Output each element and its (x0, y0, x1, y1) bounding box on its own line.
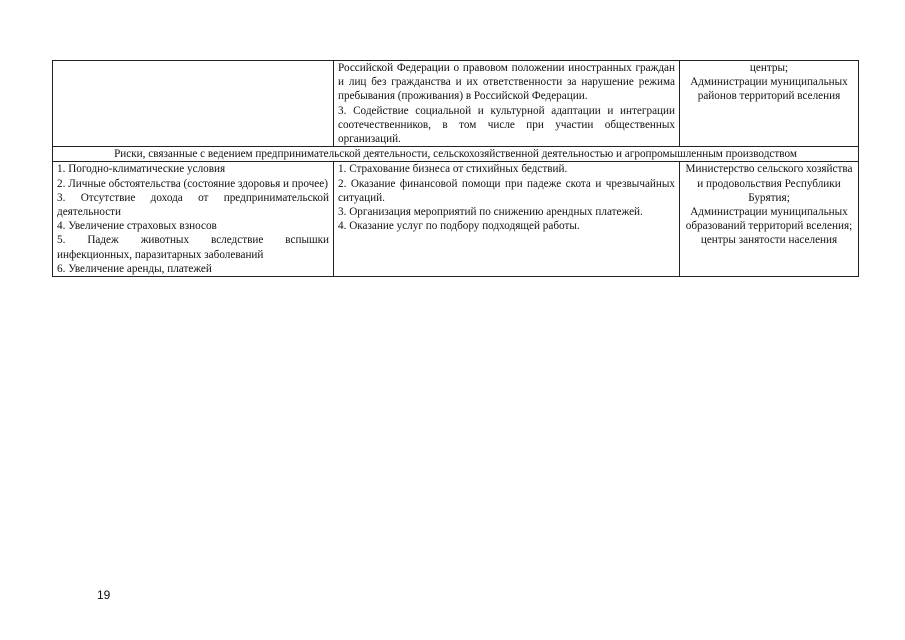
page-number: 19 (97, 588, 111, 602)
table-row-continued (53, 61, 859, 147)
risk-item: 2. Личные обстоятельства (состояние здоровья и прочее) (57, 177, 328, 190)
risk-table (52, 60, 859, 277)
risk-item: 1. Погодно-климатические условия (57, 163, 226, 176)
cell-risks (53, 162, 334, 277)
measure-item: 4. Оказание услуг по подбору подходящей работы. (338, 220, 580, 233)
measure-text: Российской Федерации о правовом положении иностранных граждан и лиц без гражданства и их ответственности за нарушение режима пребывания (проживания) в Российской Федерации. (338, 62, 675, 103)
measure-text: 3. Содействие социальной и культурной адаптации и интеграции соотечественников, в том числе при участии общественных организаций. (338, 104, 675, 146)
measure-item: 2. Оказание финансовой помощи при падеже скота и чрезвычайных ситуаций. (338, 177, 675, 204)
cell-responsible (680, 162, 859, 277)
section-header: Риски, связанные с ведением предпринимательской деятельности, сельскохозяйственной деятельностью и агропромышленным производством (53, 147, 859, 162)
responsible-text: Администрации муниципальных районов территорий вселения (690, 76, 848, 103)
risk-item: 6. Увеличение аренды, платежей (57, 262, 212, 275)
cell-measures-continued (334, 61, 680, 147)
measure-item: 1. Страхование бизнеса от стихийных бедствий. (338, 163, 568, 176)
responsible-item: Администрации муниципальных образований территорий вселения; (685, 206, 853, 233)
risk-item: 5. Падеж животных вследствие вспышки инфекционных, паразитарных заболеваний (57, 234, 329, 261)
responsible-item: Министерство сельского хозяйства и продовольствия Республики Бурятия; (685, 163, 853, 204)
cell-measures (334, 162, 680, 277)
cell-risks-continued (53, 61, 334, 147)
table-row-section (53, 147, 859, 162)
table-row-business (53, 162, 859, 277)
responsible-text: центры; (749, 62, 789, 74)
measure-item: 3. Организация мероприятий по снижению арендных платежей. (338, 206, 643, 219)
risk-item: 4. Увеличение страховых взносов (57, 220, 217, 233)
risk-item: 3. Отсутствие дохода от предпринимательской деятельности (57, 191, 329, 219)
responsible-item: центры занятости населения (700, 234, 838, 247)
cell-responsible-continued (680, 61, 859, 147)
